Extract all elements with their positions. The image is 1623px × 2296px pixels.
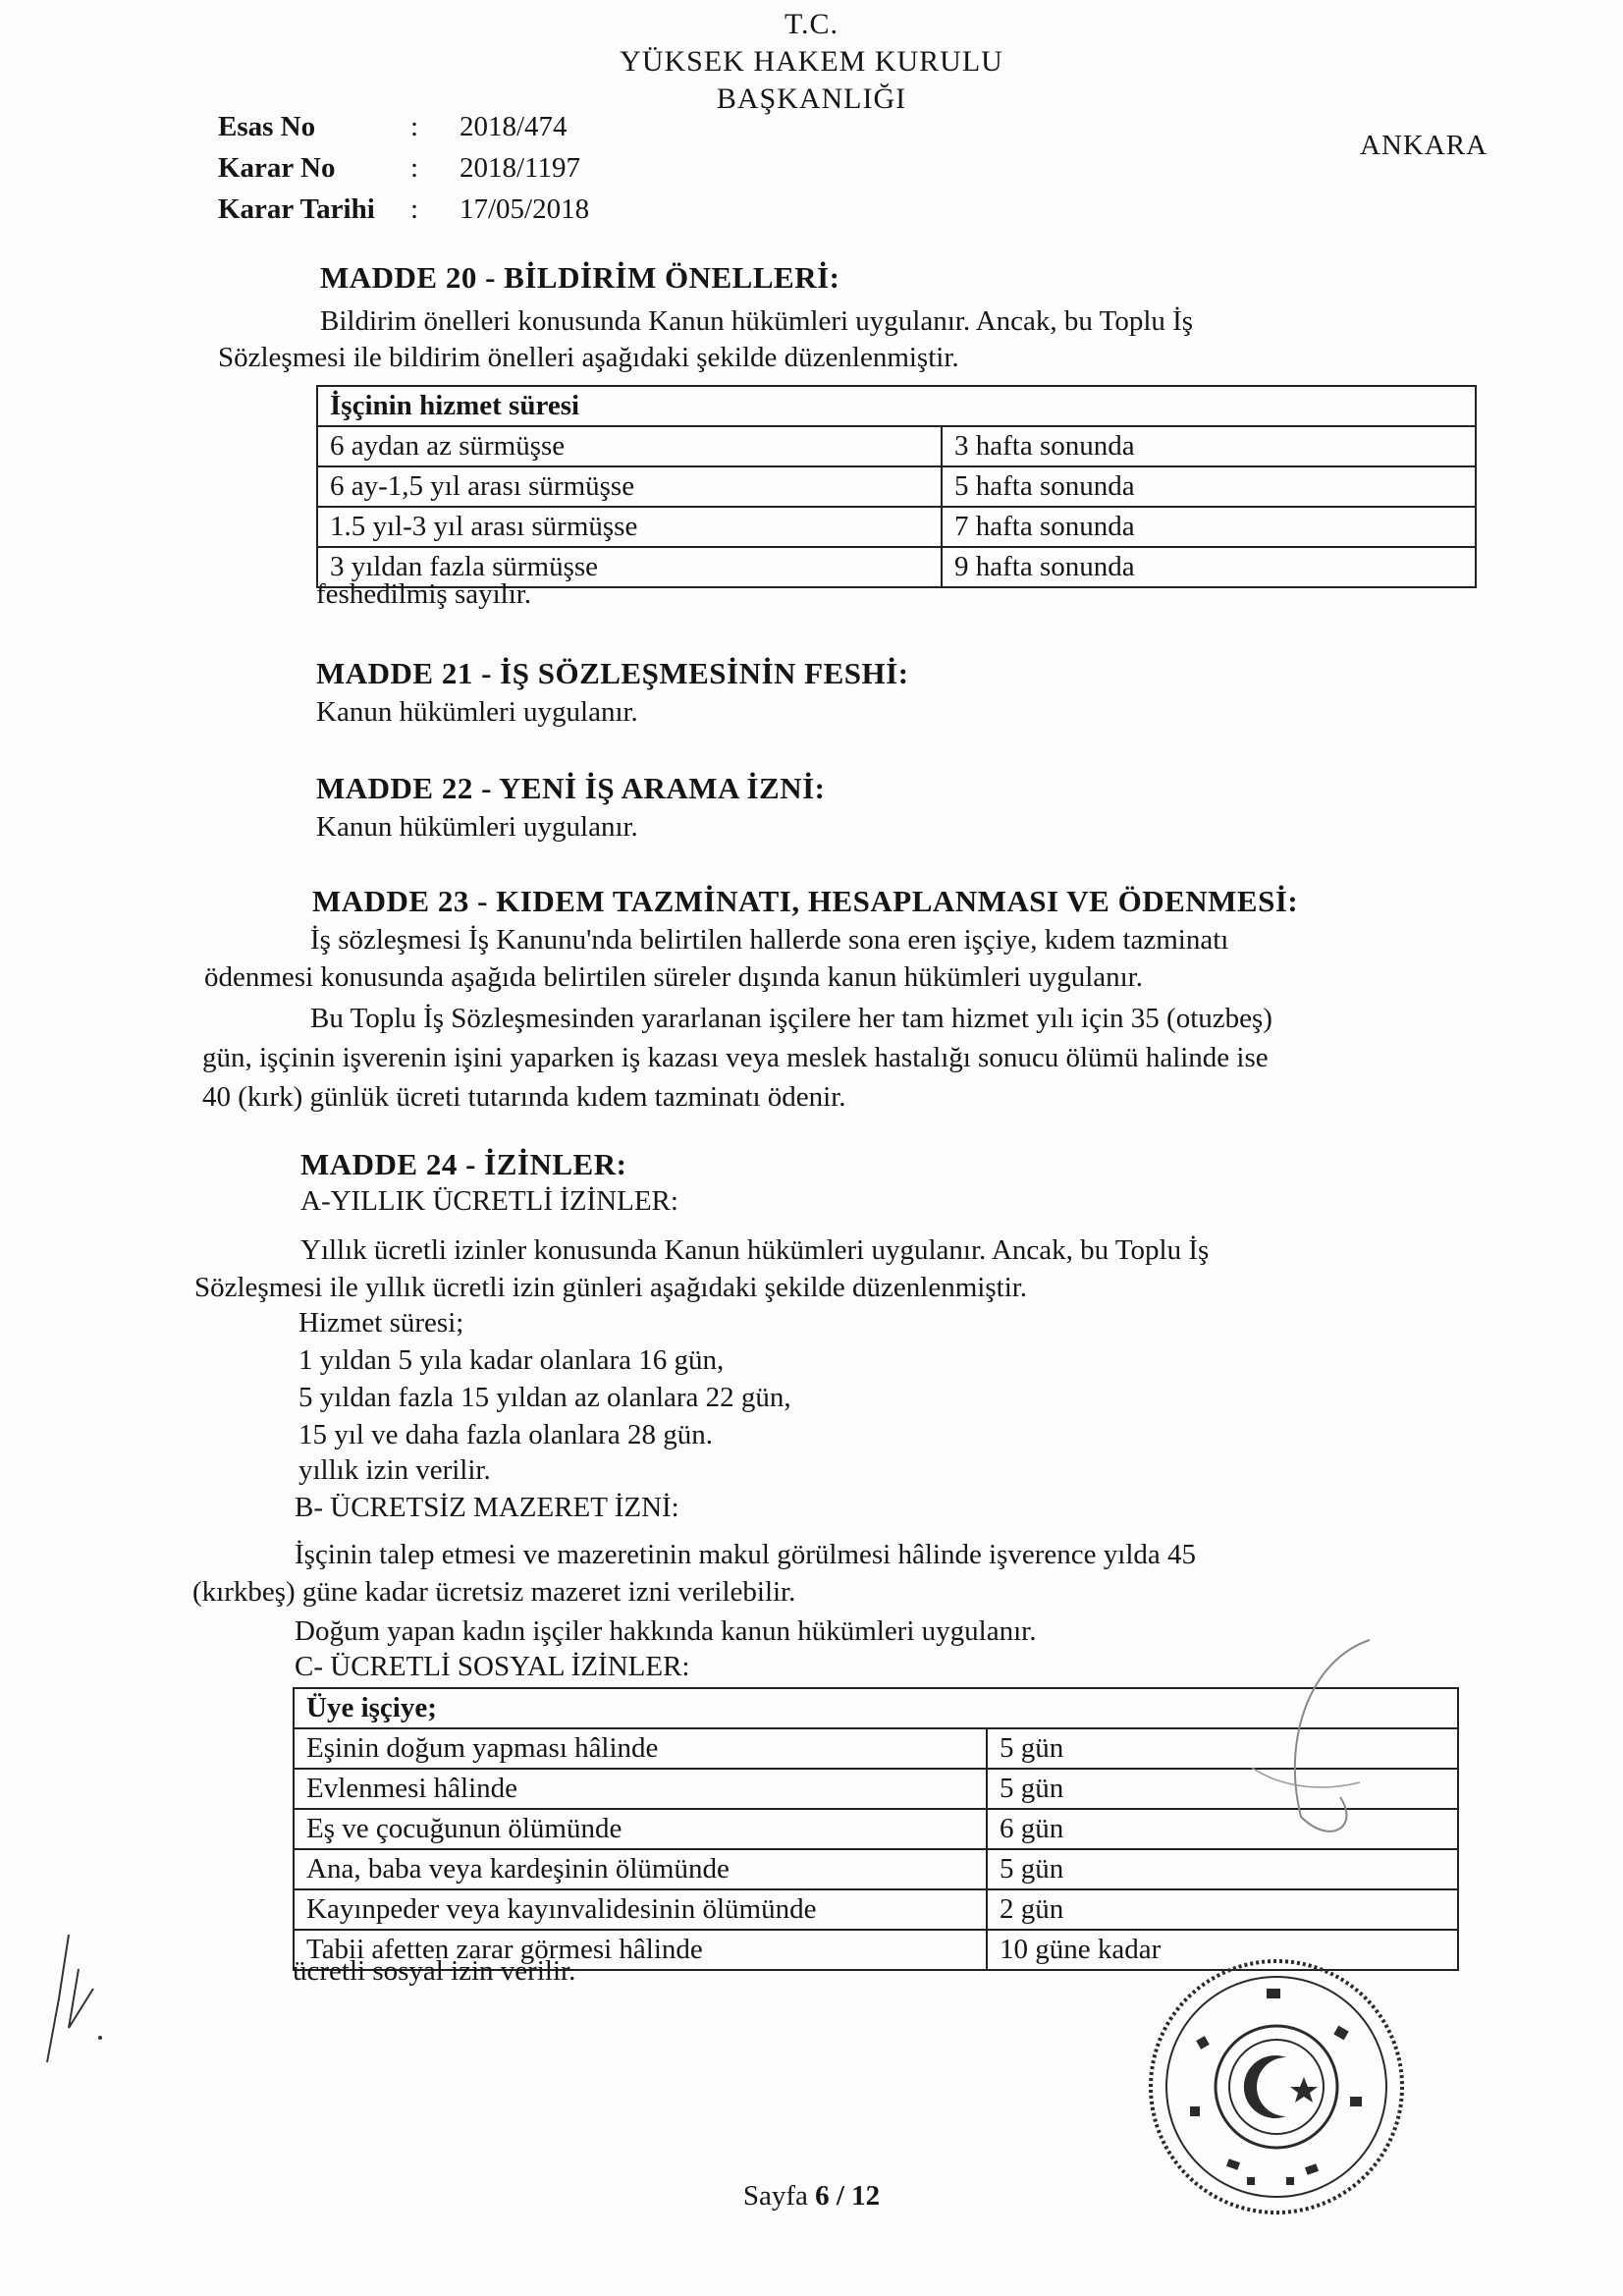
article-23-title: MADDE 23 - KIDEM TAZMİNATI, HESAPLANMASI VE ÖDENMESİ: bbox=[312, 884, 1299, 918]
table-row: 3 yıldan fazla sürmüşse 9 hafta sonunda bbox=[317, 547, 1476, 587]
article-23-p2-line1: Bu Toplu İş Sözleşmesinden yararlanan işçilere her tam hizmet yılı için 35 (otuzbeş) bbox=[310, 1003, 1272, 1034]
table-row: Eşinin doğum yapması hâlinde 5 gün bbox=[294, 1728, 1458, 1769]
section-a-line6: 15 yıl ve daha fazla olanlara 28 gün. bbox=[298, 1419, 713, 1450]
header-office: BAŞKANLIĞI bbox=[716, 82, 907, 115]
meta-row-karar: Karar No : 2018/1197 bbox=[218, 152, 580, 184]
section-a-line5: 5 yıldan fazla 15 yıldan az olanlara 22 gün, bbox=[298, 1382, 791, 1413]
article-20-line2: Sözleşmesi ile bildirim önelleri aşağıdaki şekilde düzenlenmiştir. bbox=[218, 342, 959, 373]
section-b-line2: (kırkbeş) güne kadar ücretsiz mazeret izni verilebilir. bbox=[192, 1576, 796, 1608]
page-number: Sayfa 6 / 12 bbox=[742, 2180, 881, 2212]
section-a-line2: Sözleşmesi ile yıllık ücretli izin günleri aşağıdaki şekilde düzenlenmiştir. bbox=[194, 1272, 1028, 1303]
article-21-title: MADDE 21 - İŞ SÖZLEŞMESİNİN FESHİ: bbox=[316, 656, 909, 690]
article-23-p2-line2: gün, işçinin işverenin işini yaparken iş kazası veya meslek hastalığı sonucu ölümü halinde ise bbox=[202, 1042, 1269, 1073]
section-a-line1: Yıllık ücretli izinler konusunda Kanun hükümleri uygulanır. Ancak, bu Toplu İş bbox=[300, 1234, 1210, 1266]
article-23-p1-line2: ödenmesi konusunda aşağıda belirtilen süreler dışında kanun hükümleri uygulanır. bbox=[204, 961, 1143, 993]
article-23-p2-line3: 40 (kırk) günlük ücreti tutarında kıdem tazminatı ödenir. bbox=[202, 1081, 846, 1113]
social-leave-table-head: Üye işçiye; bbox=[294, 1688, 1458, 1728]
article-22-title: MADDE 22 - YENİ İŞ ARAMA İZNİ: bbox=[316, 771, 826, 805]
case-meta bbox=[218, 110, 589, 226]
section-a-line7: yıllık izin verilir. bbox=[298, 1454, 491, 1486]
table-row: 6 aydan az sürmüşse 3 hafta sonunda bbox=[317, 426, 1476, 466]
article-22-body: Kanun hükümleri uygulanır. bbox=[316, 811, 638, 843]
meta-row-tarih: Karar Tarihi : 17/05/2018 bbox=[218, 193, 590, 225]
header-institution: YÜKSEK HAKEM KURULU bbox=[620, 45, 1003, 78]
notice-period-table bbox=[316, 385, 1477, 588]
section-b-title: B- ÜCRETSİZ MAZERET İZNİ: bbox=[295, 1492, 679, 1523]
article-21-body: Kanun hükümleri uygulanır. bbox=[316, 696, 638, 728]
article-20-line1: Bildirim önelleri konusunda Kanun hükümleri uygulanır. Ancak, bu Toplu İş bbox=[320, 305, 1194, 337]
table-row: 6 ay-1,5 yıl arası sürmüşse 5 hafta sonunda bbox=[317, 466, 1476, 507]
section-a-line4: 1 yıldan 5 yıla kadar olanlara 16 gün, bbox=[298, 1344, 725, 1376]
table-row: 1.5 yıl-3 yıl arası sürmüşse 7 hafta sonunda bbox=[317, 507, 1476, 547]
handwritten-signature-icon bbox=[39, 1930, 118, 2067]
notice-table-head: İşçinin hizmet süresi bbox=[317, 386, 1476, 426]
section-a-line3: Hizmet süresi; bbox=[298, 1307, 464, 1339]
meta-row-esas: Esas No : 2018/474 bbox=[218, 111, 568, 142]
section-b-line3: Doğum yapan kadın işçiler hakkında kanun hükümleri uygulanır. bbox=[295, 1615, 1037, 1647]
article-23-p1-line1: İş sözleşmesi İş Kanunu'nda belirtilen hallerde sona eren işçiye, kıdem tazminatı bbox=[310, 924, 1229, 956]
table-row: Eş ve çocuğunun ölümünde 6 gün bbox=[294, 1809, 1458, 1849]
header-tc: T.C. bbox=[784, 8, 839, 40]
header-city: ANKARA bbox=[1360, 130, 1488, 161]
table-row: Ana, baba veya kardeşinin ölümünde 5 gün bbox=[294, 1849, 1458, 1889]
table-row: Tabii afetten zarar görmesi hâlinde 10 güne kadar bbox=[294, 1930, 1458, 1970]
table-row: Evlenmesi hâlinde 5 gün bbox=[294, 1769, 1458, 1809]
handwritten-initial-icon bbox=[1193, 1620, 1389, 1876]
section-a-title: A-YILLIK ÜCRETLİ İZİNLER: bbox=[300, 1185, 678, 1217]
article-20-title: MADDE 20 - BİLDİRİM ÖNELLERİ: bbox=[320, 260, 840, 295]
table-row: Kayınpeder veya kayınvalidesinin ölümünde 2 gün bbox=[294, 1889, 1458, 1930]
section-b-line1: İşçinin talep etmesi ve mazeretinin makul görülmesi hâlinde işverence yılda 45 bbox=[295, 1539, 1197, 1570]
article-24-title: MADDE 24 - İZİNLER: bbox=[300, 1147, 627, 1181]
article-20-after: feshedilmiş sayılır. bbox=[316, 578, 532, 610]
section-c-title: C- ÜCRETLİ SOSYAL İZİNLER: bbox=[295, 1651, 690, 1682]
section-c-after: ücretli sosyal izin verilir. bbox=[293, 1955, 576, 1987]
